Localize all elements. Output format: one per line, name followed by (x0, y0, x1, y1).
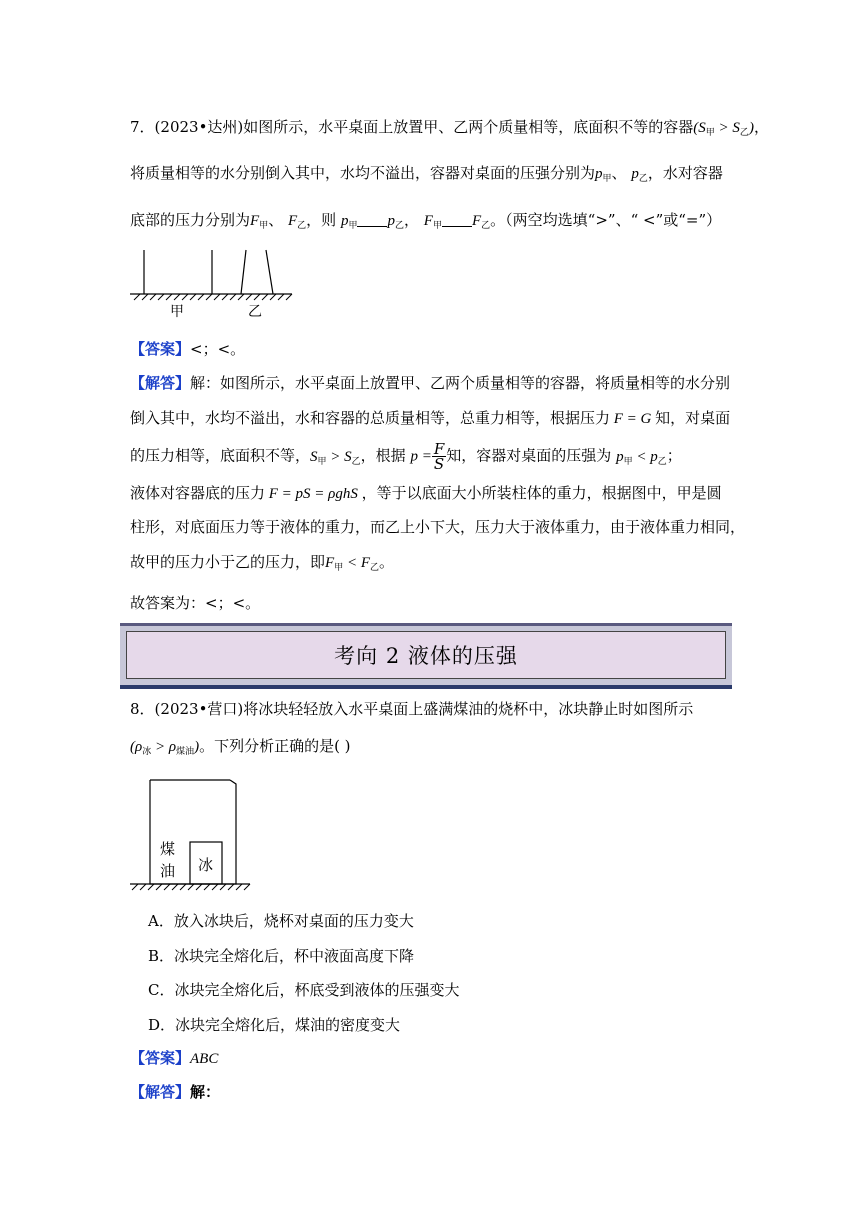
label-oil-2: 油 (160, 862, 176, 880)
beaker-figure (128, 772, 254, 896)
containers-figure (128, 244, 298, 320)
label-yi: 乙 (248, 304, 262, 320)
q7-solution-6: 故甲的压力小于乙的压力，即$F_甲 < F_乙$。 (130, 553, 395, 572)
option-d: D．冰块完全熔化后，煤油的密度变大 (148, 1016, 401, 1034)
blank-2 (442, 225, 472, 227)
q7-solution-5: 柱形，对底面压力等于液体的重力，而乙上小下大，压力大于液体重力，由于液体重力相同， (130, 518, 746, 536)
q8-line-2: $(\rho_冰 > \rho_{煤油})$。下列分析正确的是( ) (130, 737, 351, 756)
fraction-f-over-s: $\frac{F}{S}$ (433, 440, 445, 473)
q7-final-answer: 故答案为：<；<。 (130, 594, 261, 612)
blank-1 (357, 225, 387, 227)
q7-solution-2: 倒入其中，水均不溢出，水和容器的总质量相等，总重力相等，根据压力 F = G 知，对桌面 (130, 409, 731, 427)
option-b: B．冰块完全熔化后，杯中液面高度下降 (148, 947, 415, 965)
q8-solution: 【解答】解： (130, 1083, 221, 1101)
section-banner (120, 623, 732, 689)
option-c: C．冰块完全熔化后，杯底受到液体的压强变大 (148, 981, 460, 999)
q7-line-3: 底部的压力分别为$F_甲$、 $F_乙$，则 $p_甲$ $p_乙$， $F_甲$ $F_乙$。（两空均选填“>”、“ <”或“=”） (130, 211, 722, 230)
q8-line-1: 8．(2023•营口)将冰块轻轻放入水平桌面上盛满煤油的烧杯中，冰块静止时如图所示 (130, 700, 694, 718)
label-oil-1: 煤 (160, 840, 176, 858)
q8-answer: 【答案】ABC (130, 1049, 219, 1067)
section-title: 考向 2 液体的压强 (334, 644, 518, 668)
label-jia: 甲 (170, 304, 184, 320)
q7-solution-4: 液体对容器底的压力 F = pS = ρghS ，等于以底面大小所装柱体的重力，根据图中，甲是圆 (130, 484, 722, 502)
q7-solution-3: 的压力相等，底面积不等，$S_甲 > S_乙$，根据 p = $\frac{F}{S}$ 知，容器对桌面的压强为 $p_甲 < p_乙$； (130, 440, 682, 473)
q7-answer: 【答案】<；<。 (130, 340, 246, 358)
q7-line-2: 将质量相等的水分别倒入其中，水均不溢出，容器对桌面的压强分别为$p_甲$、 $p_乙$，水对容器 (130, 164, 723, 183)
option-a: A．放入冰块后，烧杯对桌面的压力变大 (148, 912, 414, 930)
label-ice: 冰 (198, 856, 214, 874)
q7-line-1: 7．(2023•达州)如图所示，水平桌面上放置甲、乙两个质量相等，底面积不等的容器$(S_甲 > S_乙)$， (130, 118, 769, 137)
q7-solution-1: 【解答】解：如图所示，水平桌面上放置甲、乙两个质量相等的容器，将质量相等的水分别 (130, 374, 731, 392)
